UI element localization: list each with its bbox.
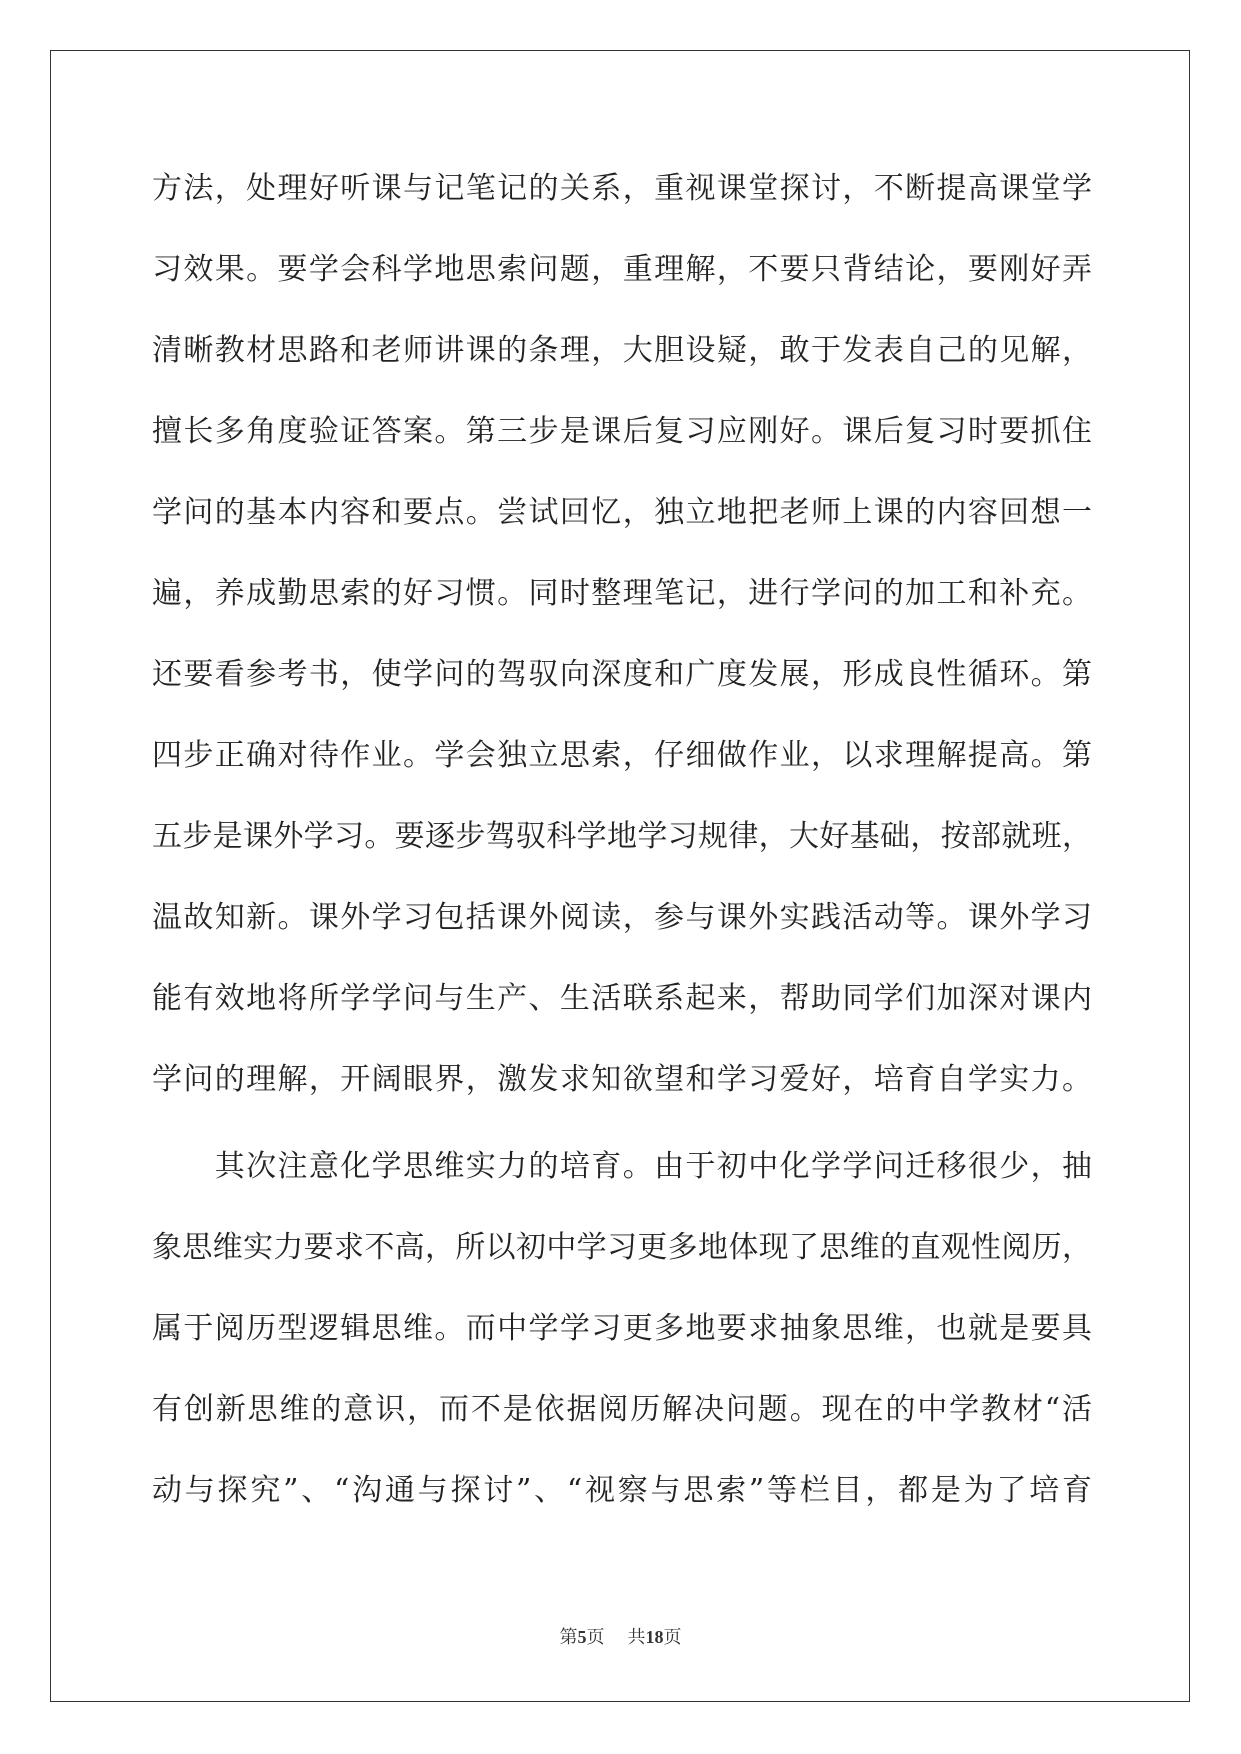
- paragraph-1-line-11: 能有效地将所学学问与生产、生活联系起来，帮助同学们加深对课内: [152, 981, 1092, 1016]
- paragraph-1-line-6: 遍，养成勤思索的好习惯。同时整理笔记，进行学问的加工和补充。: [152, 576, 1092, 611]
- paragraph-1-line-7: 还要看参考书，使学问的驾驭向深度和广度发展，形成良性循环。第: [152, 657, 1092, 692]
- paragraph-2-line-2: 象思维实力要求不高，所以初中学习更多地体现了思维的直观性阅历，: [152, 1230, 1092, 1265]
- paragraph-2-line-5: 动与探究”、“沟通与探讨”、“视察与思索”等栏目，都是为了培育: [152, 1473, 1092, 1508]
- page-prefix: 第: [559, 1627, 578, 1648]
- paragraph-1-line-3: 清晰教材思路和老师讲课的条理，大胆设疑，敢于发表自己的见解，: [152, 333, 1092, 368]
- paragraph-1-line-12: 学问的理解，开阔眼界，激发求知欲望和学习爱好，培育自学实力。: [152, 1062, 1092, 1097]
- paragraph-2-line-1: 其次注意化学思维实力的培育。由于初中化学学问迁移很少，抽: [152, 1149, 1092, 1184]
- paragraph-1-line-9: 五步是课外学习。要逐步驾驭科学地学习规律，大好基础，按部就班，: [152, 819, 1092, 854]
- paragraph-1-line-2: 习效果。要学会科学地思索问题，重理解，不要只背结论，要刚好弄: [152, 252, 1092, 287]
- total-pages: 18: [645, 1627, 664, 1647]
- paragraph-1-line-8: 四步正确对待作业。学会独立思索，仔细做作业，以求理解提高。第: [152, 738, 1092, 773]
- paragraph-2-line-3: 属于阅历型逻辑思维。而中学学习更多地要求抽象思维，也就是要具: [152, 1311, 1092, 1346]
- total-suffix: 页: [663, 1627, 682, 1648]
- page-number: 5: [577, 1627, 587, 1647]
- document-body: [152, 166, 1092, 1549]
- total-prefix: 共: [627, 1627, 646, 1648]
- page-footer: [0, 1623, 1241, 1649]
- page-suffix: 页: [586, 1627, 605, 1648]
- paragraph-2-line-4: 有创新思维的意识，而不是依据阅历解决问题。现在的中学教材“活: [152, 1392, 1092, 1427]
- paragraph-1-line-1: 方法，处理好听课与记笔记的关系，重视课堂探讨，不断提高课堂学: [152, 171, 1092, 206]
- paragraph-1-line-4: 擅长多角度验证答案。第三步是课后复习应刚好。课后复习时要抓住: [152, 414, 1092, 449]
- paragraph-1-line-10: 温故知新。课外学习包括课外阅读，参与课外实践活动等。课外学习: [152, 900, 1092, 935]
- paragraph-1-line-5: 学问的基本内容和要点。尝试回忆，独立地把老师上课的内容回想一: [152, 495, 1092, 530]
